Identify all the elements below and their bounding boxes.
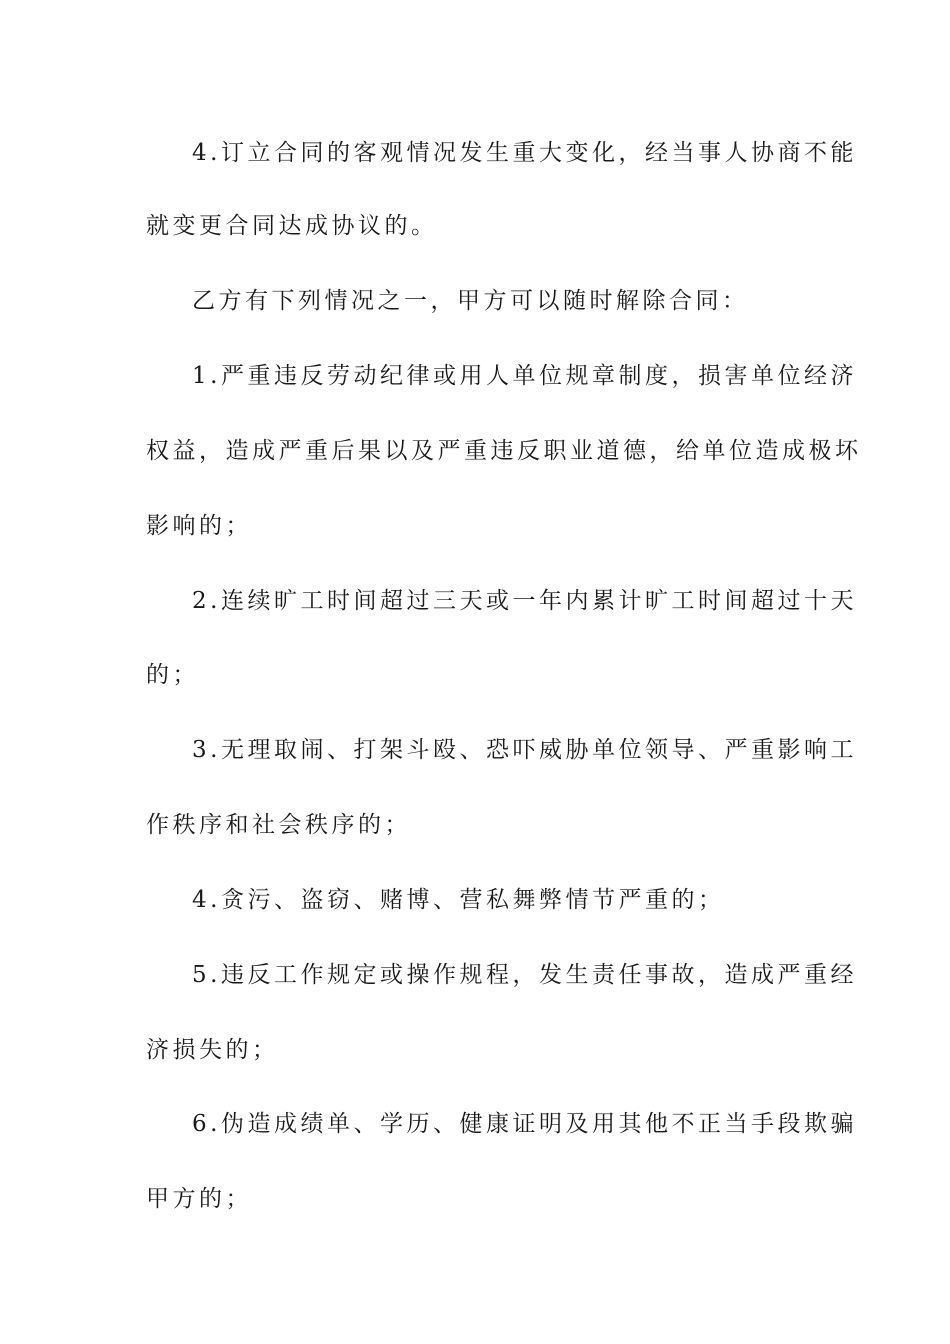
paragraph-line: 1.严重违反劳动纪律或用人单位规章制度，损害单位经济 bbox=[192, 363, 857, 389]
paragraph-line: 甲方的； bbox=[146, 1186, 252, 1212]
paragraph-line: 作秩序和社会秩序的； bbox=[146, 812, 411, 838]
paragraph-line: 权益，造成严重后果以及严重违反职业道德，给单位造成极坏 bbox=[146, 438, 862, 464]
paragraph-line: 就变更合同达成协议的。 bbox=[146, 213, 438, 239]
paragraph-line: 乙方有下列情况之一，甲方可以随时解除合同： bbox=[192, 288, 749, 314]
paragraph-line: 4.贪污、盗窃、赌博、营私舞弊情节严重的； bbox=[192, 887, 725, 913]
paragraph-line: 4.订立合同的客观情况发生重大变化，经当事人协商不能 bbox=[192, 140, 857, 166]
paragraph-line: 6.伪造成绩单、学历、健康证明及用其他不正当手段欺骗 bbox=[192, 1111, 857, 1137]
paragraph-line: 5.违反工作规定或操作规程，发生责任事故，造成严重经 bbox=[192, 962, 857, 988]
paragraph-line: 济损失的； bbox=[146, 1037, 279, 1063]
paragraph-line: 2.连续旷工时间超过三天或一年内累计旷工时间超过十天 bbox=[192, 588, 857, 614]
paragraph-line: 3.无理取闹、打架斗殴、恐吓威胁单位领导、严重影响工 bbox=[192, 737, 857, 763]
paragraph-line: 的； bbox=[146, 662, 199, 688]
paragraph-line: 影响的； bbox=[146, 513, 252, 539]
